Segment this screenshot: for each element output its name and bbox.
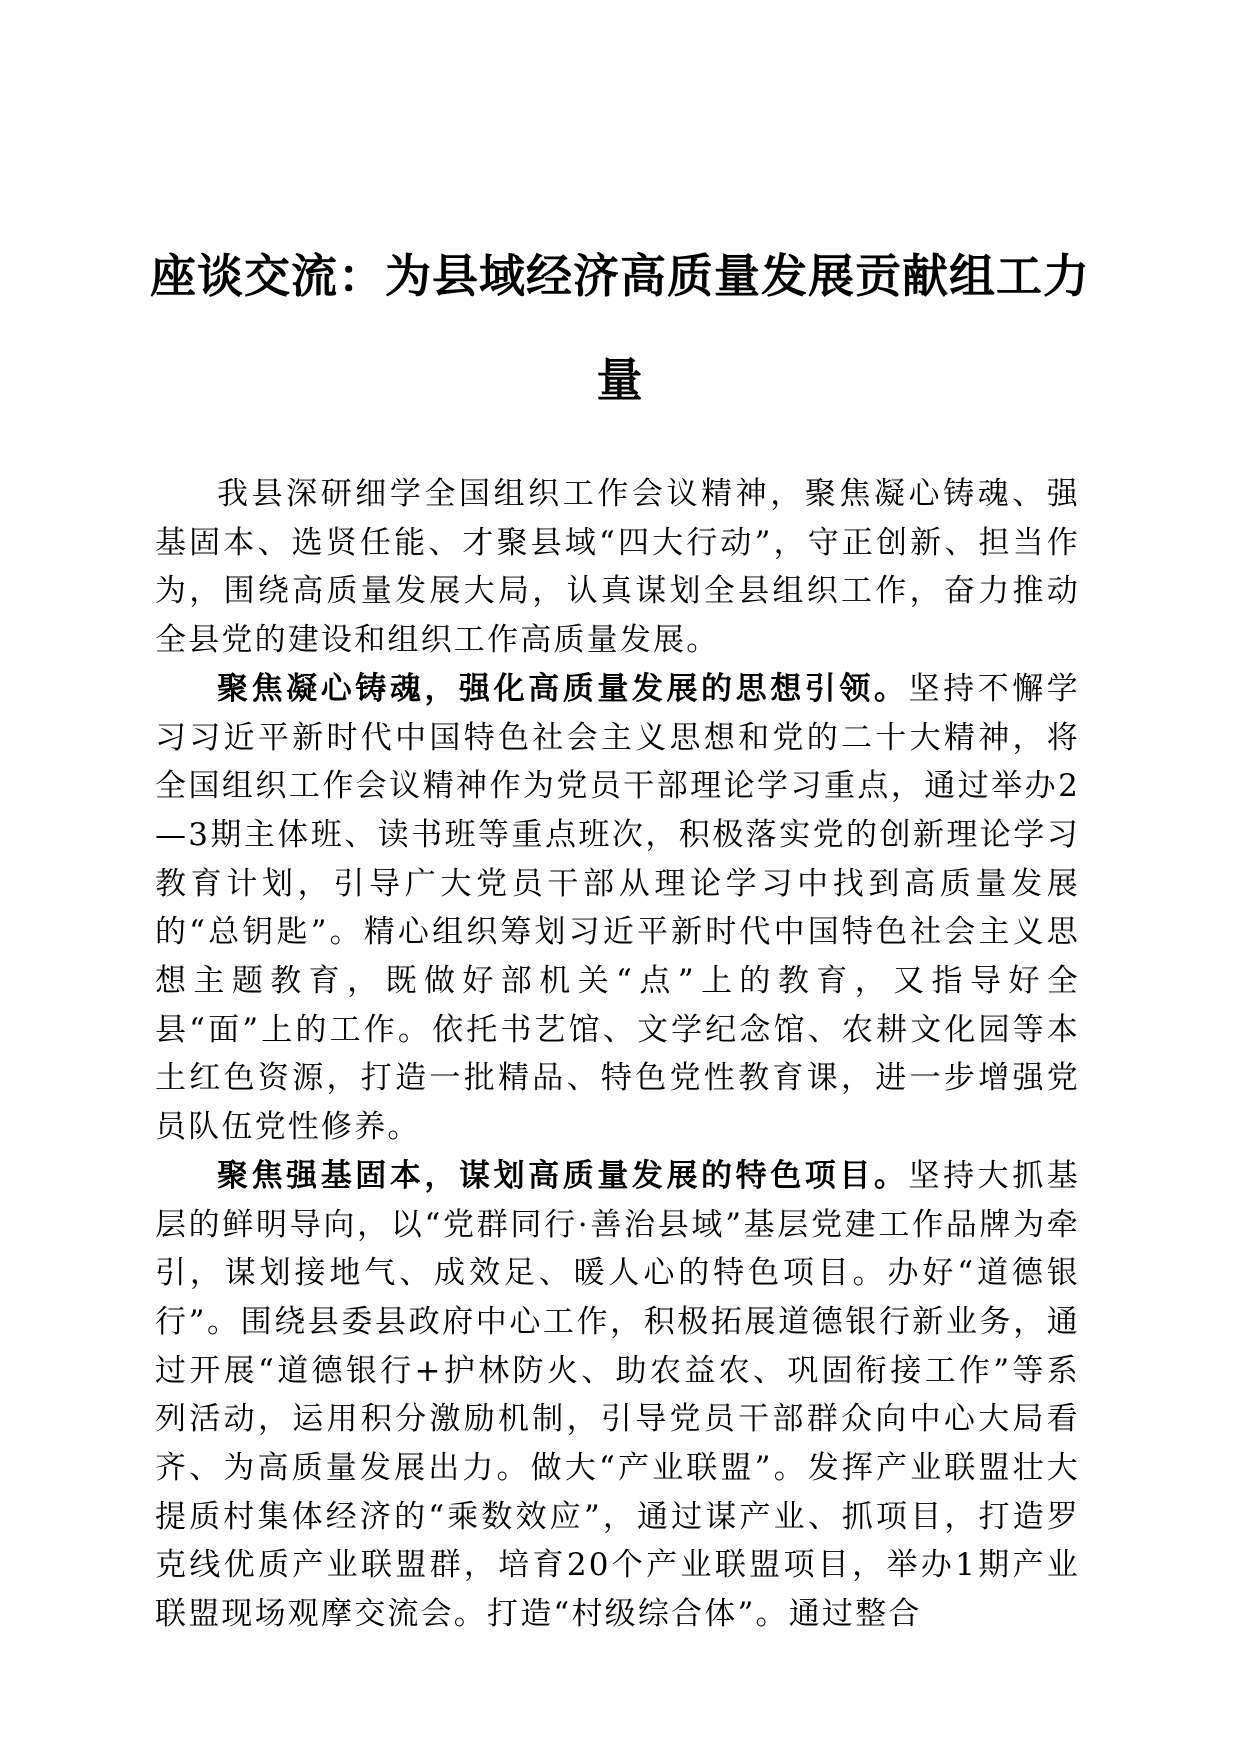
paragraph-heading: 聚焦凝心铸魂，强化高质量发展的思想引领。 bbox=[217, 670, 909, 707]
document-body bbox=[155, 470, 1080, 1639]
paragraph-ideological-guidance bbox=[155, 665, 1080, 1152]
paragraph-text: 我县深研细学全国组织工作会议精神，聚焦凝心铸魂、强基固本、选贤任能、才聚县域“四大行动”，守正创新、担当作为，围绕高质量发展大局，认真谋划全县组织工作，奋力推动全县党的建设和组织工作高质量发展。 bbox=[155, 476, 1080, 659]
paragraph-featured-projects bbox=[155, 1152, 1080, 1639]
paragraph-heading: 聚焦强基固本，谋划高质量发展的特色项目。 bbox=[217, 1157, 909, 1194]
paragraph-text: 坚持不懈学习习近平新时代中国特色社会主义思想和党的二十大精神，将全国组织工作会议精神作为党员干部理论学习重点，通过举办2—3期主体班、读书班等重点班次，积极落实党的创新理论学习教育计划，引导广大党员干部从理论学习中找到高质量发展的“总钥匙”。精心组织筹划习近平新时代中国特色社会主义思想主题教育，既做好部机关“点”上的教育，又指导好全县“面”上的工作。依托书艺馆、文学纪念馆、农耕文化园等本土红色资源，打造一批精品、特色党性教育课，进一步增强党员队伍党性修养。 bbox=[155, 670, 1080, 1146]
document-title: 座谈交流：为县域经济高质量发展贡献组工力量 bbox=[150, 249, 1090, 407]
paragraph-text: 坚持大抓基层的鲜明导向，以“党群同行·善治县域”基层党建工作品牌为牵引，谋划接地气、成效足、暖人心的特色项目。办好“道德银行”。围绕县委县政府中心工作，积极拓展道德银行新业务，通过开展“道德银行+护林防火、助农益农、巩固衔接工作”等系列活动，运用积分激励机制，引导党员干部群众向中心大局看齐、为高质量发展出力。做大“产业联盟”。发挥产业联盟壮大提质村集体经济的“乘数效应”，通过谋产业、抓项目，打造罗克线优质产业联盟群，培育20个产业联盟项目，举办1期产业联盟现场观摩交流会。打造“村级综合体”。通过整合 bbox=[155, 1157, 1080, 1633]
paragraph-intro bbox=[155, 470, 1080, 665]
